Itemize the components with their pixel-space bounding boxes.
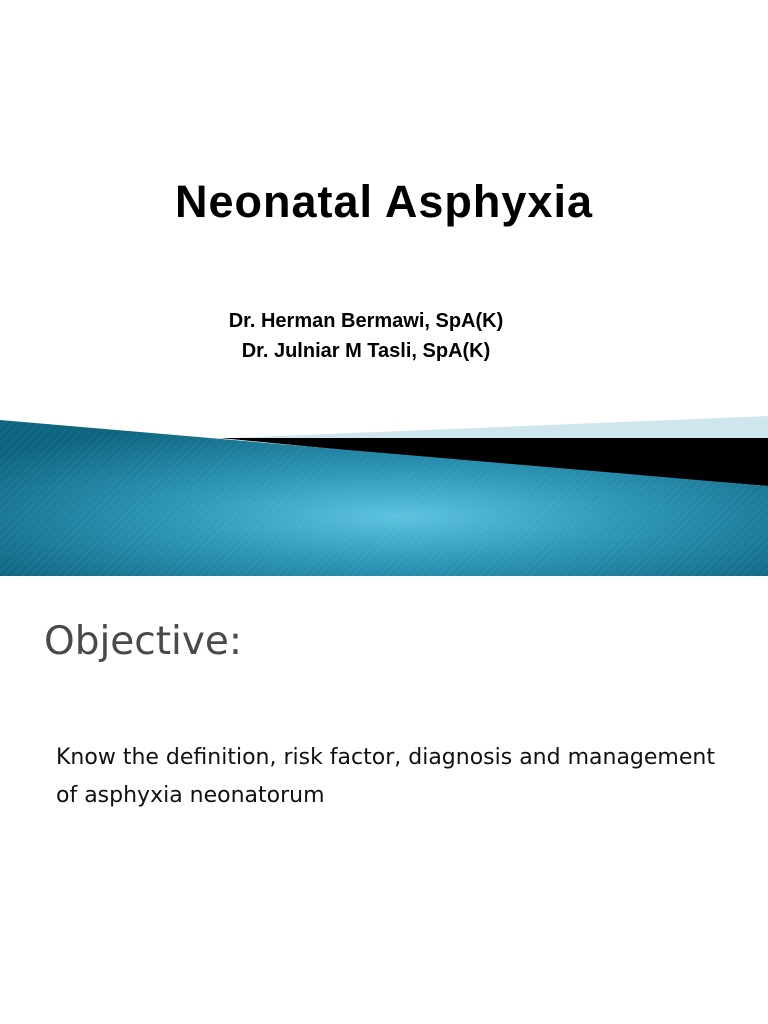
author-list	[0, 306, 732, 366]
banner-light-stripe	[230, 416, 768, 440]
author-name: Dr. Julniar M Tasli, SpA(K)	[241, 340, 491, 362]
objective-slide	[0, 576, 768, 1024]
objective-heading: Objective:	[44, 619, 243, 664]
slide-title: Neonatal Asphyxia	[175, 176, 593, 227]
objective-text: Know the definition, risk factor, diagnosis and management of asphyxia neonatorum	[56, 745, 715, 808]
author-name: Dr. Herman Bermawi, SpA(K)	[228, 310, 504, 332]
decorative-banner	[0, 410, 768, 576]
